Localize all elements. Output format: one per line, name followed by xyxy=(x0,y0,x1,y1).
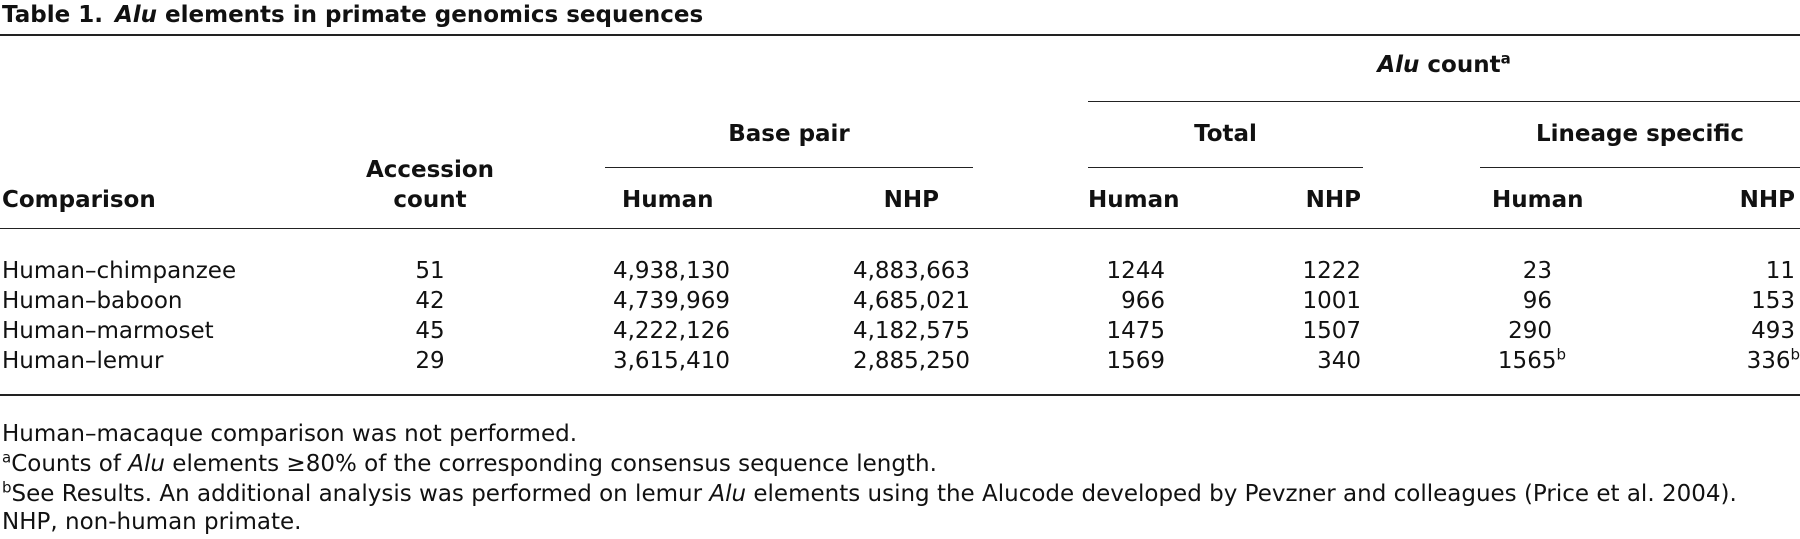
row-total-nhp: 340 xyxy=(1317,348,1361,374)
header-rule xyxy=(0,228,1800,229)
header-total-nhp: NHP xyxy=(1305,187,1361,213)
bottom-rule xyxy=(0,394,1800,396)
header-total-human: Human xyxy=(1088,187,1180,213)
row-bp-nhp: 4,182,575 xyxy=(852,318,970,344)
alu-count-rule xyxy=(1088,101,1800,102)
row-comparison: Human–chimpanzee xyxy=(2,258,237,284)
row-total-human: 966 xyxy=(1121,288,1165,314)
row-ls-human: 290 xyxy=(1508,318,1552,344)
header-ls-nhp: NHP xyxy=(1739,187,1795,213)
row-accession: 42 xyxy=(415,288,445,314)
header-ls-human: Human xyxy=(1492,187,1584,213)
row-total-nhp: 1507 xyxy=(1302,318,1361,344)
base-pair-rule xyxy=(605,167,973,168)
header-comparison: Comparison xyxy=(2,187,156,213)
header-lineage-specific: Lineage specific xyxy=(1535,121,1745,147)
row-ls-nhp: 493 xyxy=(1751,318,1795,344)
total-rule xyxy=(1088,167,1363,168)
header-accession-line2: count xyxy=(393,187,467,213)
row-total-human: 1569 xyxy=(1106,348,1165,374)
row-total-nhp: 1222 xyxy=(1302,258,1361,284)
row-bp-human: 4,739,969 xyxy=(612,288,730,314)
row-total-nhp: 1001 xyxy=(1302,288,1361,314)
row-ls-nhp: 153 xyxy=(1751,288,1795,314)
row-accession: 51 xyxy=(415,258,445,284)
row-ls-human: 23 xyxy=(1522,258,1552,284)
row-total-human: 1244 xyxy=(1106,258,1165,284)
row-ls-nhp: 336$^b$ xyxy=(1746,345,1800,374)
table-title-italic: Alu xyxy=(114,2,158,28)
row-comparison: Human–baboon xyxy=(2,288,183,314)
row-total-human: 1475 xyxy=(1106,318,1165,344)
row-bp-nhp: 4,883,663 xyxy=(852,258,970,284)
lineage-specific-rule xyxy=(1480,167,1800,168)
footnote-a: $^a$Counts of Alu elements ≥80% of the corresponding consensus sequence length. xyxy=(2,448,937,477)
header-accession-line1: Accession xyxy=(365,157,495,183)
header-base-pair: Base pair xyxy=(728,121,850,147)
row-bp-human: 3,615,410 xyxy=(612,348,730,374)
footnote-b: $^b$See Results. An additional analysis was performed on lemur Alu elements using the Alucode developed by Pevzner and colleagues (Price et al. 2004). xyxy=(2,478,1737,507)
table-caption xyxy=(2,2,703,28)
row-ls-human: 1565$^b$ xyxy=(1497,345,1566,374)
row-comparison: Human–lemur xyxy=(2,348,164,374)
table-label: Table 1. xyxy=(2,2,103,28)
table-title: elements in primate genomics sequences xyxy=(157,2,704,28)
row-comparison: Human–marmoset xyxy=(2,318,214,344)
header-bp-human: Human xyxy=(622,187,714,213)
header-total: Total xyxy=(1194,121,1257,147)
row-bp-human: 4,938,130 xyxy=(612,258,730,284)
footnote-macaque: Human–macaque comparison was not performed. xyxy=(2,421,577,447)
row-ls-nhp: 11 xyxy=(1765,258,1795,284)
row-bp-nhp: 4,685,021 xyxy=(852,288,970,314)
row-accession: 29 xyxy=(415,348,445,374)
header-bp-nhp: NHP xyxy=(883,187,939,213)
row-accession: 45 xyxy=(415,318,445,344)
top-rule xyxy=(0,34,1800,36)
footnote-nhp: NHP, non-human primate. xyxy=(2,509,302,535)
row-bp-nhp: 2,885,250 xyxy=(852,348,970,374)
row-bp-human: 4,222,126 xyxy=(612,318,730,344)
row-ls-human: 96 xyxy=(1522,288,1552,314)
header-alu-count: Alu count$^a$ xyxy=(1377,49,1511,78)
